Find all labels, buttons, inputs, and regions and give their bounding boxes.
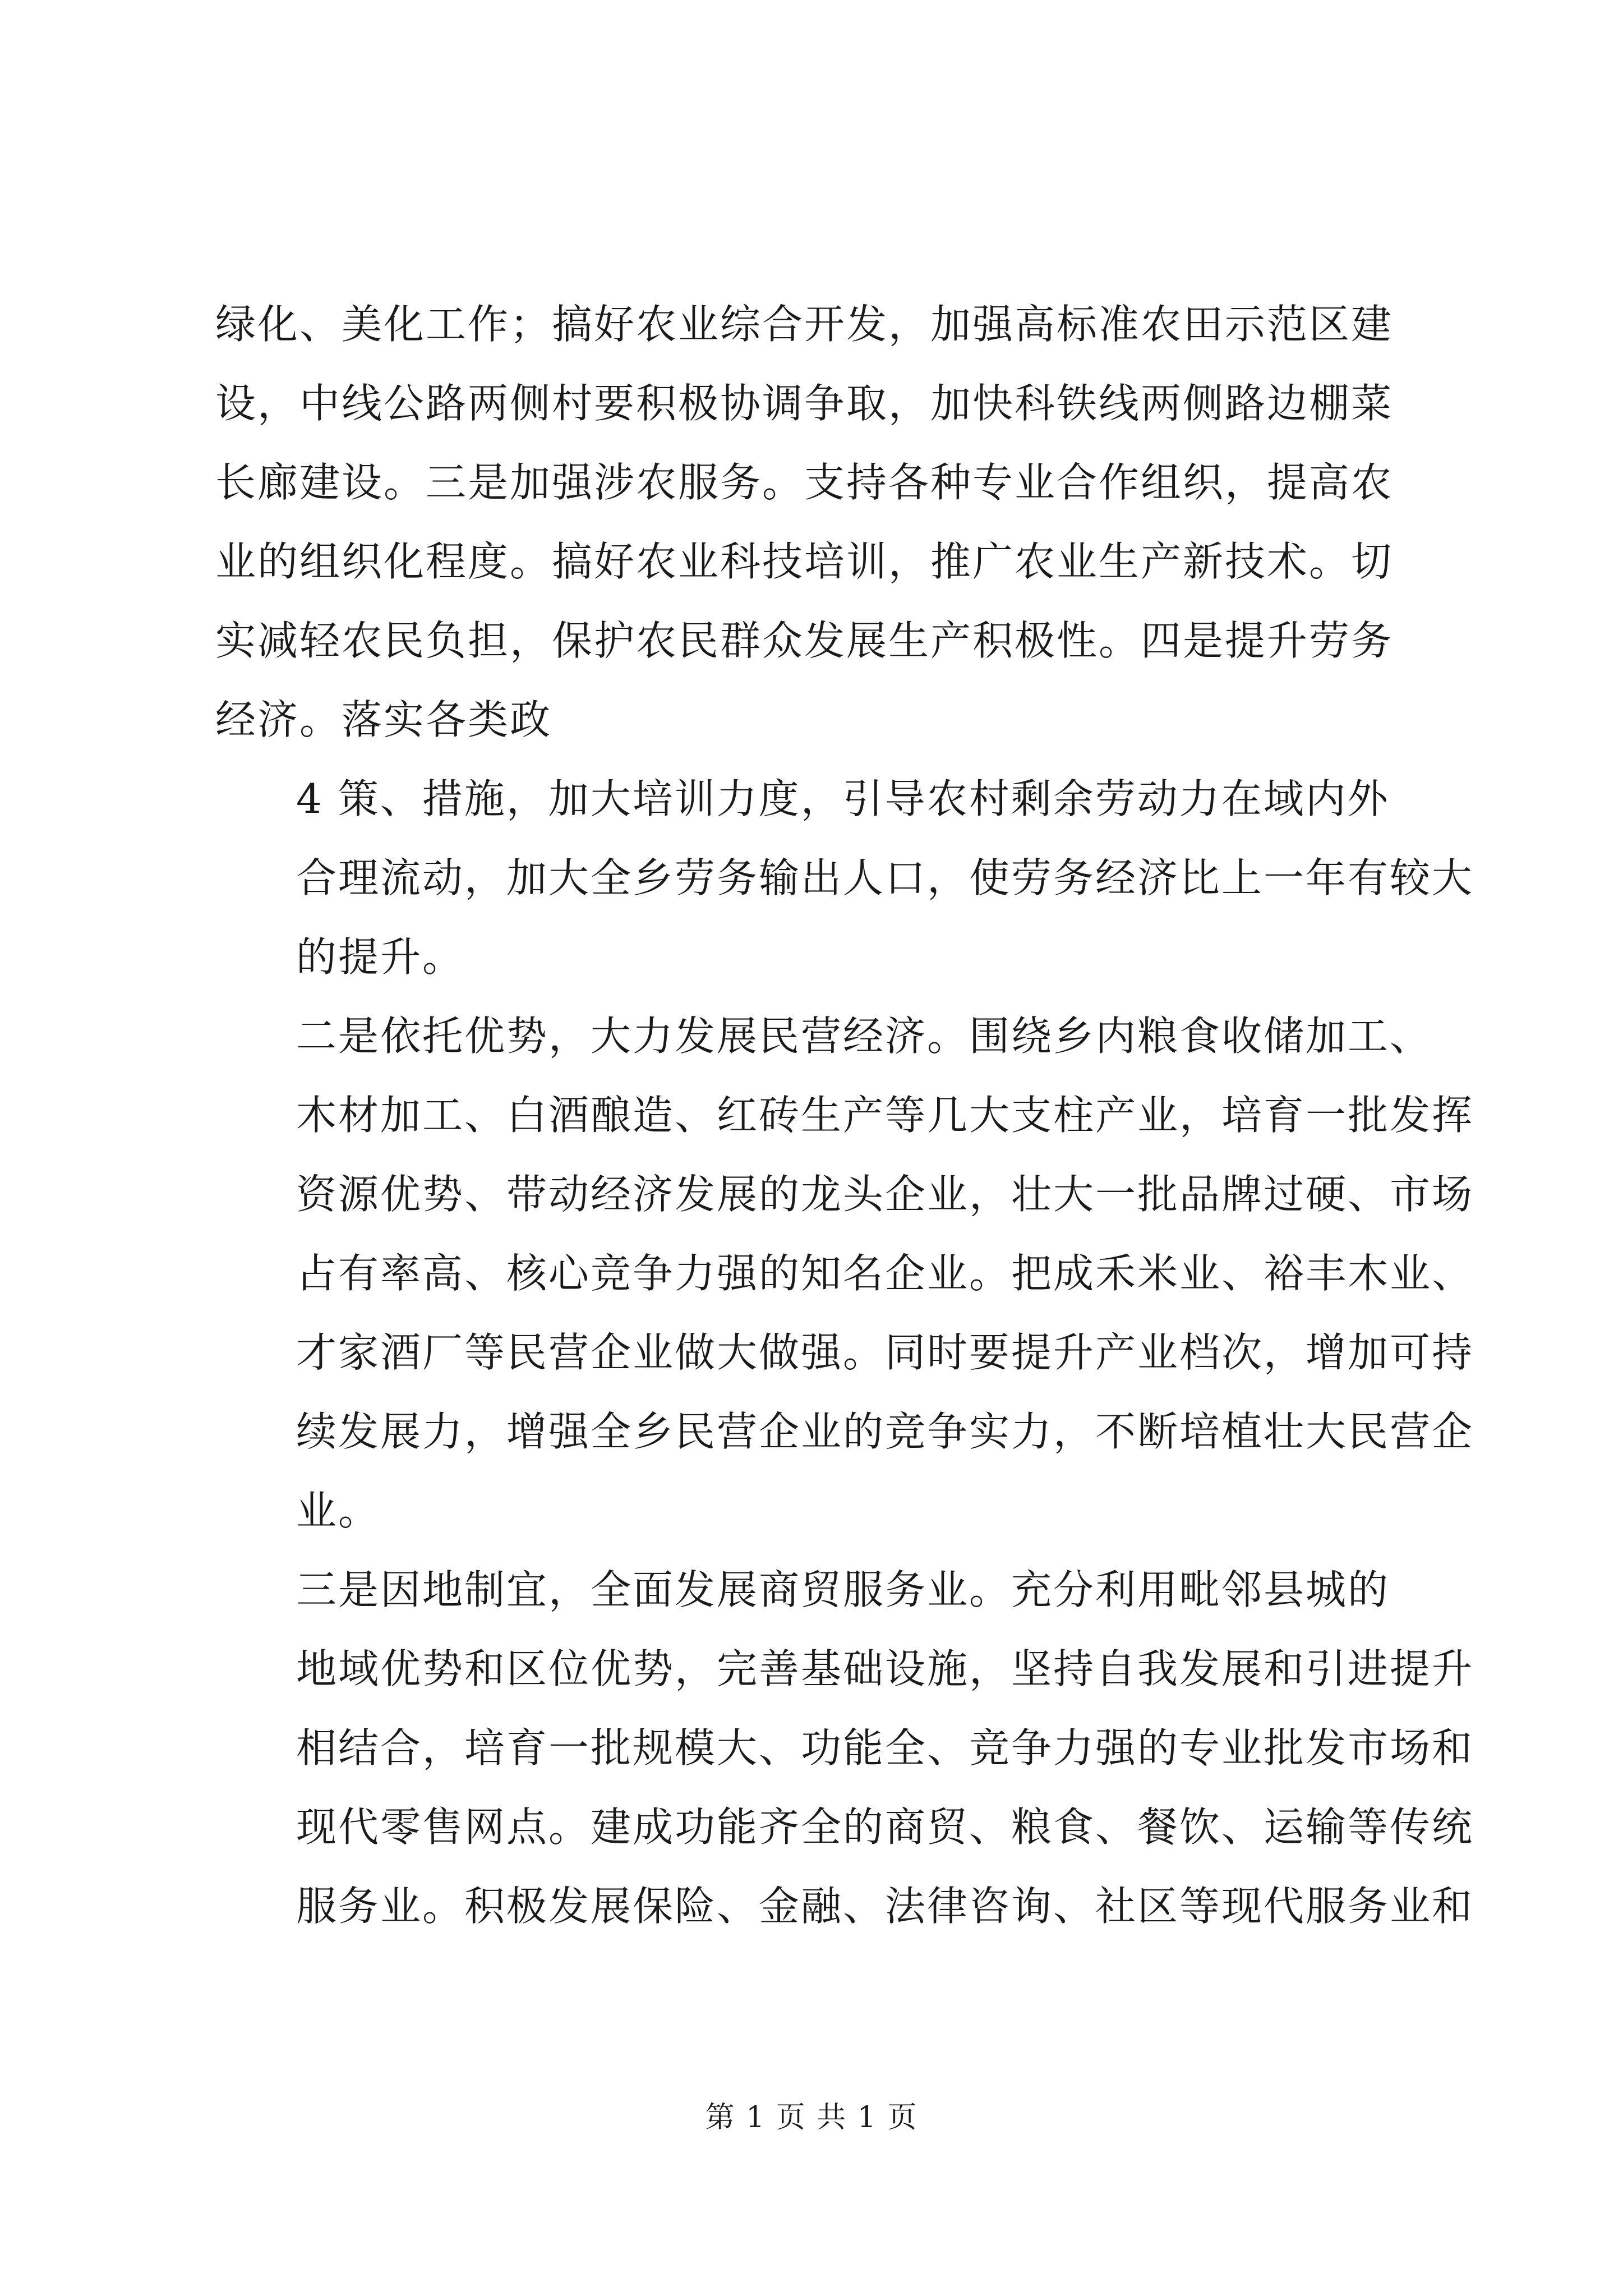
text-line: 相结合，培育一批规模大、功能全、竞争力强的专业批发市场和: [296, 1724, 1474, 1772]
text-line: 4 策、措施，加大培训力度，引导农村剩余劳动力在域内外: [296, 775, 1390, 822]
text-line: 服务业。积极发展保险、金融、法律咨询、社区等现代服务业和: [296, 1883, 1474, 1930]
text-line: 地域优势和区位优势，完善基础设施，坚持自我发展和引进提升: [296, 1645, 1474, 1692]
page-footer: 第 1 页 共 1 页: [705, 2101, 918, 2134]
text-line: 现代零售网点。建成功能齐全的商贸、粮食、餐饮、运输等传统: [296, 1803, 1474, 1851]
paragraph: [215, 1550, 1474, 1946]
paragraph: [215, 997, 1474, 1550]
paragraph: [215, 760, 1474, 997]
paragraph: [215, 285, 1421, 760]
text-line: 二是依托优势，大力发展民营经济。围绕乡内粮食收储加工、: [296, 1013, 1432, 1060]
text-line: 业。: [296, 1487, 381, 1534]
text-line: 木材加工、白酒酿造、红砖生产等几大支柱产业，培育一批发挥: [296, 1092, 1474, 1139]
text-line: 设，中线公路两侧村要积极协调争取，加快科铁线两侧路边棚菜: [215, 380, 1394, 427]
text-line: 长廊建设。三是加强涉农服务。支持各种专业合作组织，提高农: [215, 459, 1394, 506]
text-line: 占有率高、核心竞争力强的知名企业。把成禾米业、裕丰木业、: [296, 1250, 1474, 1297]
document-body: [215, 285, 1474, 1946]
text-line: 三是因地制宜，全面发展商贸服务业。充分利用毗邻县城的: [296, 1566, 1390, 1613]
text-line: 续发展力，增强全乡民营企业的竞争实力，不断培植壮大民营企: [296, 1408, 1474, 1455]
text-line: 的提升。: [296, 933, 465, 981]
text-line: 合理流动，加大全乡劳务输出人口，使劳务经济比上一年有较大: [296, 854, 1474, 901]
text-line: 经济。落实各类政: [215, 696, 552, 743]
text-line: 绿化、美化工作；搞好农业综合开发，加强高标准农田示范区建: [215, 301, 1394, 348]
text-line: 才家酒厂等民营企业做大做强。同时要提升产业档次，增加可持: [296, 1329, 1474, 1376]
text-line: 实减轻农民负担，保护农民群众发展生产积极性。四是提升劳务: [215, 617, 1394, 664]
text-line: 资源优势、带动经济发展的龙头企业，壮大一批品牌过硬、市场: [296, 1171, 1474, 1218]
text-line: 业的组织化程度。搞好农业科技培训，推广农业生产新技术。切: [215, 538, 1394, 585]
